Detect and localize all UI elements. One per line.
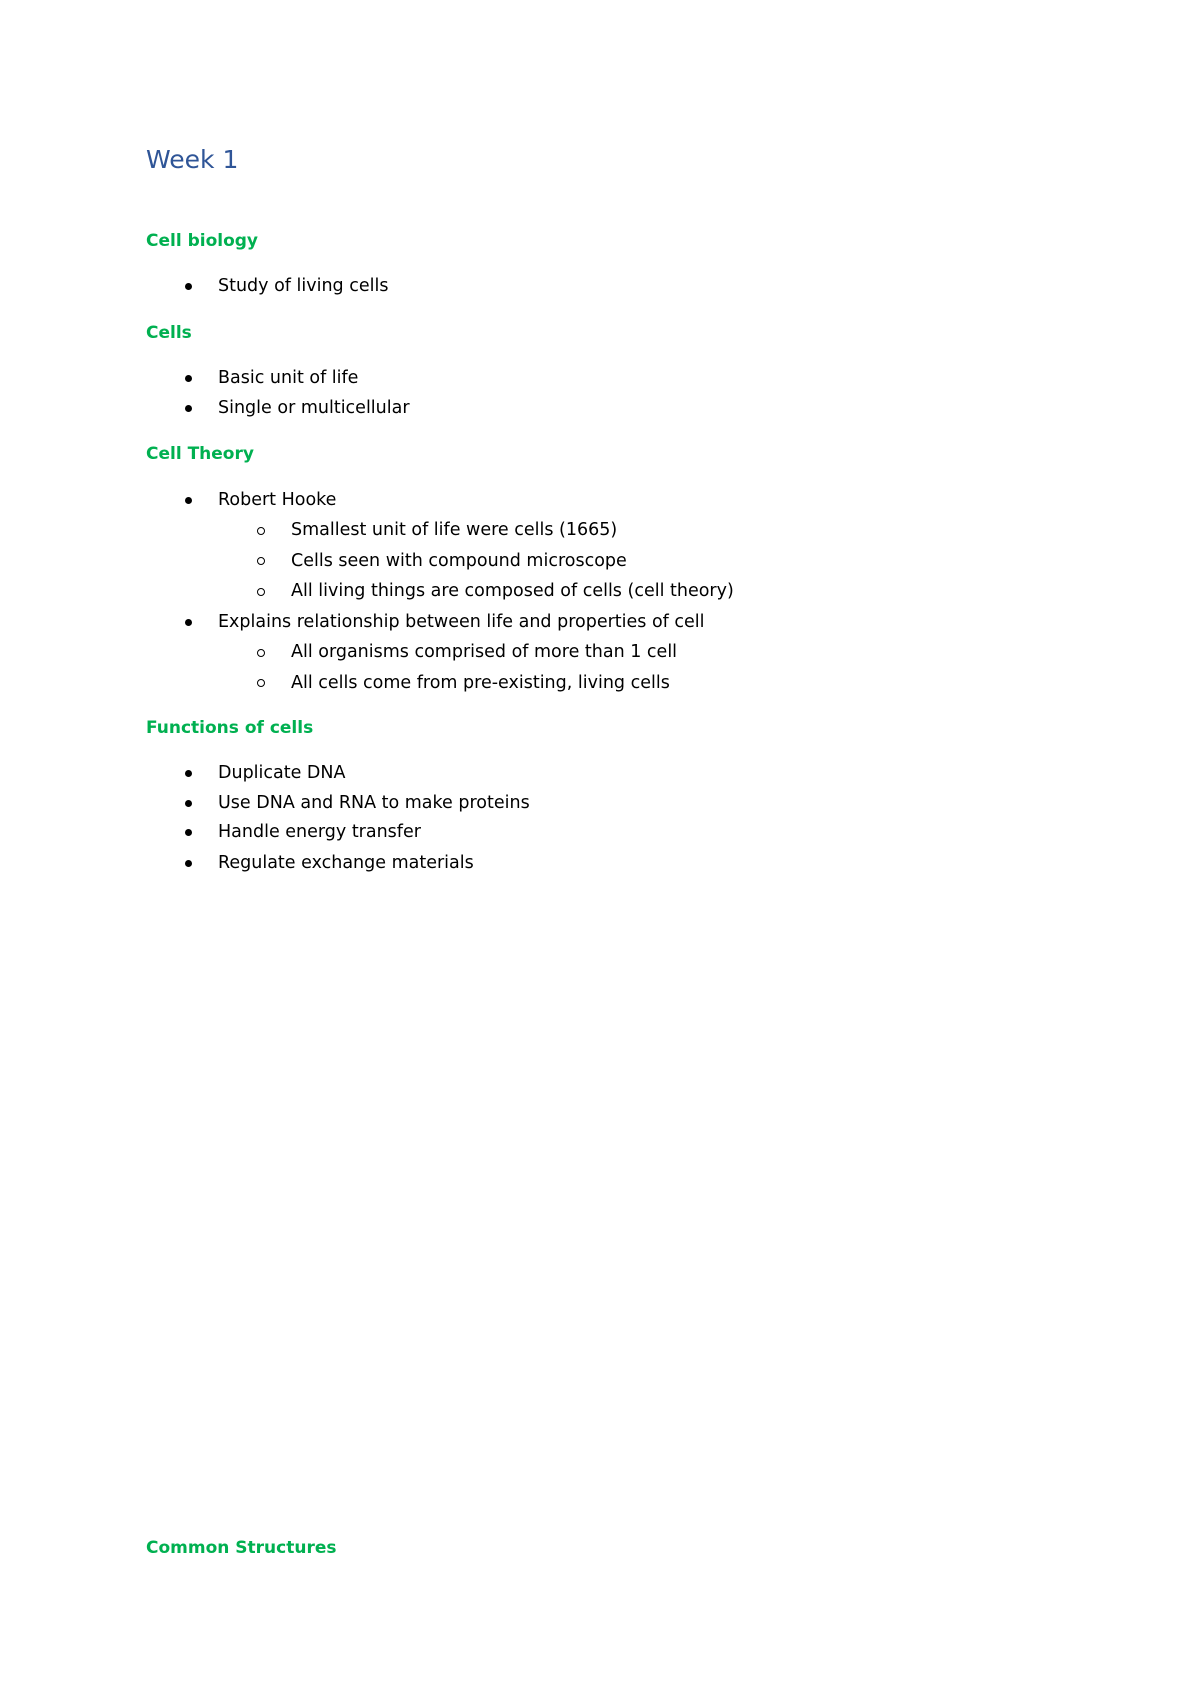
- filled-circle-bullet-icon: [185, 619, 192, 626]
- hollow-circle-bullet-icon: [257, 588, 265, 596]
- list-item: Robert Hooke: [218, 490, 337, 510]
- list-item: Regulate exchange materials: [218, 853, 474, 873]
- sub-list-item: All living things are composed of cells (cell theory): [291, 581, 734, 601]
- list-item: Handle energy transfer: [218, 822, 421, 842]
- section-heading-cell-biology: Cell biology: [146, 231, 259, 251]
- list-item: Duplicate DNA: [218, 763, 346, 783]
- filled-circle-bullet-icon: [185, 800, 192, 807]
- hollow-circle-bullet-icon: [257, 557, 265, 565]
- sub-list-item: All organisms comprised of more than 1 cell: [291, 642, 678, 662]
- filled-circle-bullet-icon: [185, 497, 192, 504]
- filled-circle-bullet-icon: [185, 405, 192, 412]
- sub-list-item: Cells seen with compound microscope: [291, 551, 627, 571]
- page-title: Week 1: [146, 145, 239, 174]
- list-item: Basic unit of life: [218, 368, 359, 388]
- section-heading-cell-theory: Cell Theory: [146, 444, 254, 464]
- filled-circle-bullet-icon: [185, 375, 192, 382]
- filled-circle-bullet-icon: [185, 283, 192, 290]
- hollow-circle-bullet-icon: [257, 649, 265, 657]
- section-heading-common-structures: Common Structures: [146, 1538, 337, 1558]
- filled-circle-bullet-icon: [185, 829, 192, 836]
- hollow-circle-bullet-icon: [257, 527, 265, 535]
- hollow-circle-bullet-icon: [257, 679, 265, 687]
- list-item: Use DNA and RNA to make proteins: [218, 793, 530, 813]
- sub-list-item: Smallest unit of life were cells (1665): [291, 520, 618, 540]
- list-item: Study of living cells: [218, 276, 389, 296]
- section-heading-cells: Cells: [146, 323, 192, 343]
- list-item: Single or multicellular: [218, 398, 410, 418]
- list-item: Explains relationship between life and properties of cell: [218, 612, 705, 632]
- filled-circle-bullet-icon: [185, 770, 192, 777]
- section-heading-functions-of-cells: Functions of cells: [146, 718, 314, 738]
- sub-list-item: All cells come from pre-existing, living cells: [291, 673, 670, 693]
- filled-circle-bullet-icon: [185, 860, 192, 867]
